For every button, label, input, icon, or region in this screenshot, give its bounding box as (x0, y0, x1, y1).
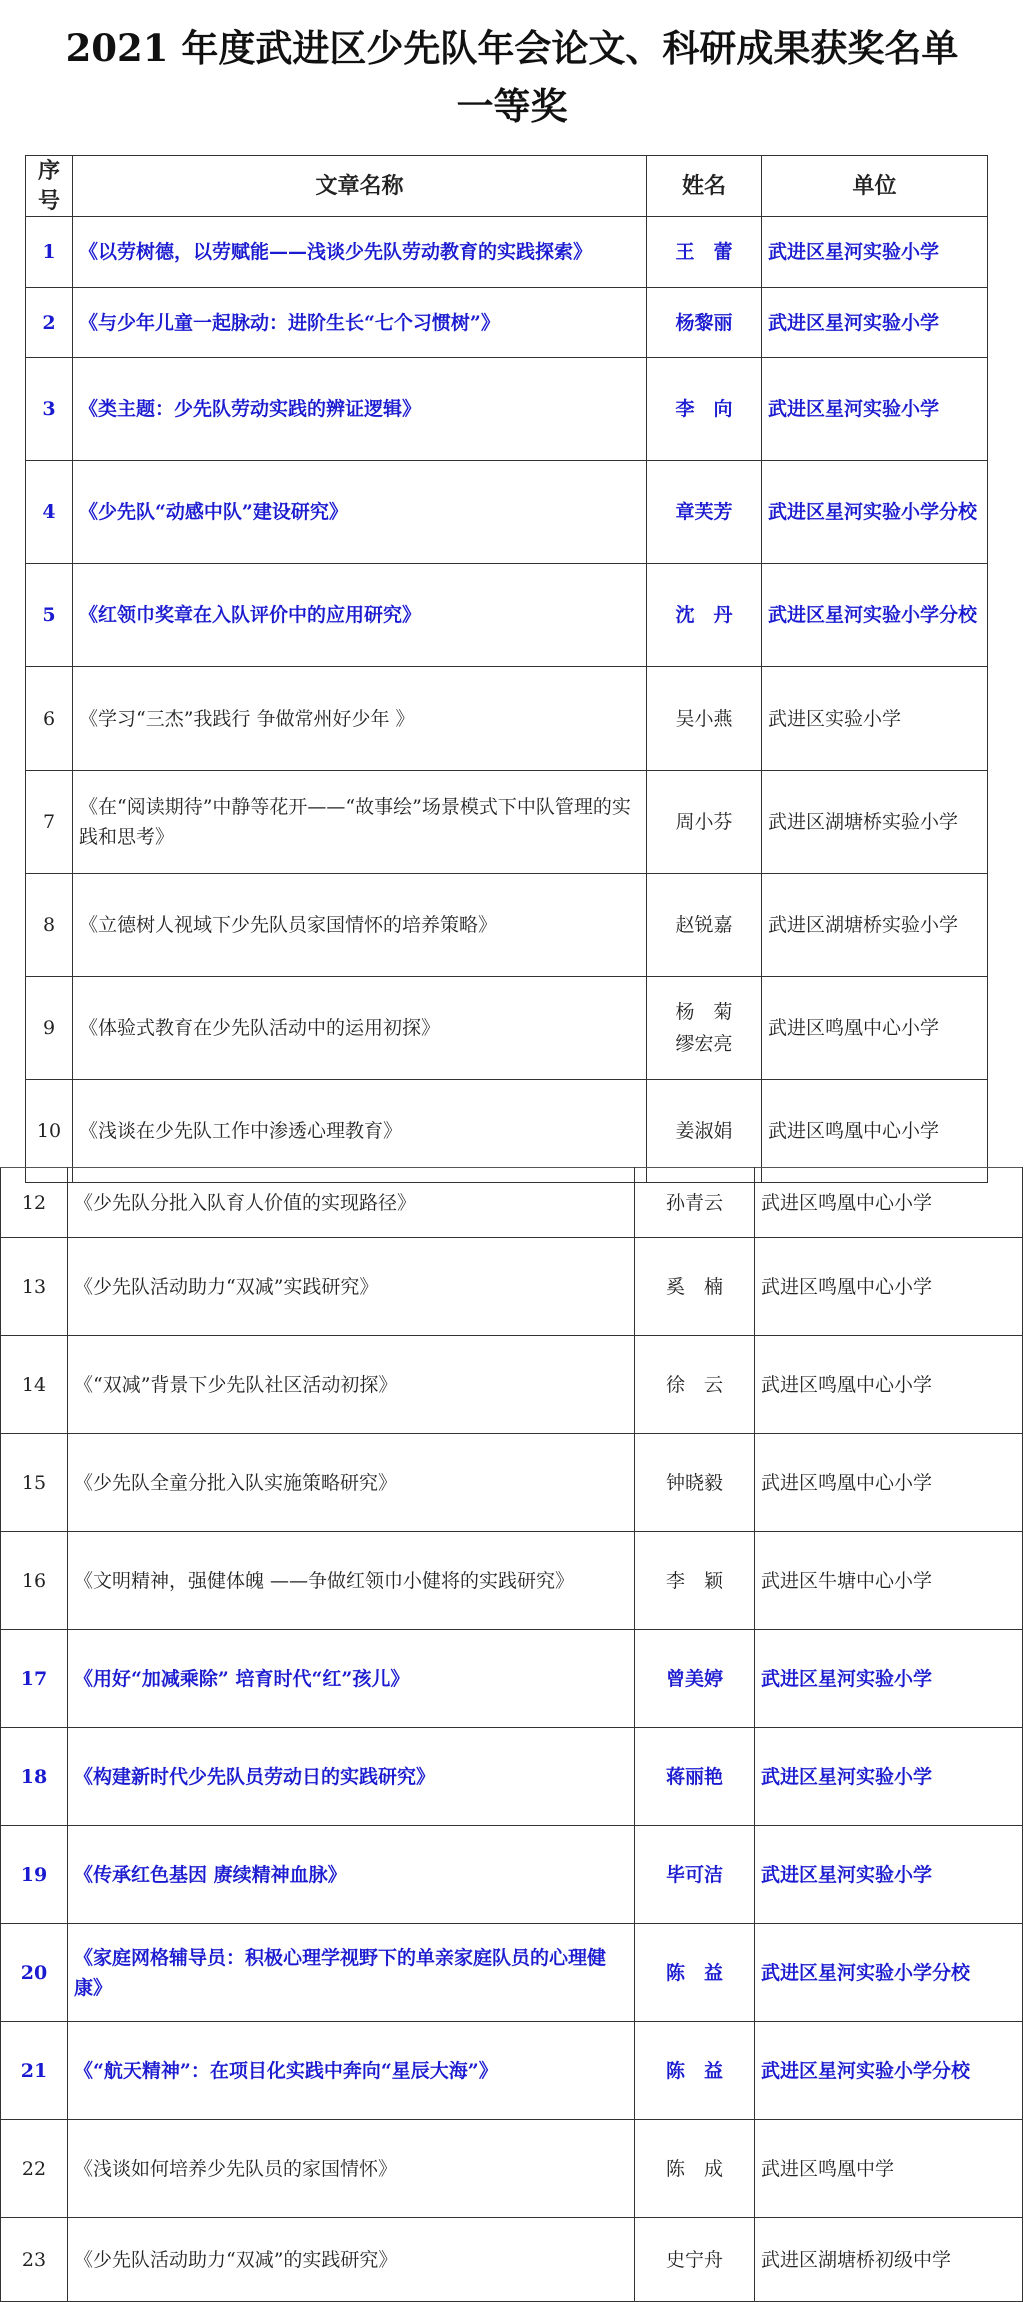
author-names (647, 977, 762, 1080)
row-number: 19 (1, 1826, 68, 1924)
table-row (1, 1336, 1023, 1434)
author-name: 周小芬 (675, 811, 733, 833)
article-title: 《少先队分批入队育人价值的实现路径》 (68, 1168, 635, 1238)
article-title: 《少先队活动助力“双减”实践研究》 (68, 1238, 635, 1336)
table-row (1, 1532, 1023, 1630)
header-article: 文章名称 (73, 156, 647, 217)
table-row (26, 564, 988, 667)
author-name: 李 向 (675, 398, 733, 420)
article-title: 《少先队全童分批入队实施策略研究》 (68, 1434, 635, 1532)
author-names (635, 1336, 755, 1434)
author-names (635, 1238, 755, 1336)
header-name: 姓名 (647, 156, 762, 217)
author-name: 毕可洁 (665, 1863, 723, 1886)
author-name: 杨黎丽 (675, 311, 733, 334)
author-name: 李 颖 (665, 1569, 723, 1592)
school-unit: 武进区星河实验小学 (762, 288, 988, 358)
table-row (26, 461, 988, 564)
author-name: 徐 云 (665, 1373, 723, 1396)
school-unit: 武进区星河实验小学 (755, 1630, 1023, 1728)
row-number: 1 (26, 217, 73, 288)
row-number: 3 (26, 358, 73, 461)
row-number: 20 (1, 1924, 68, 2022)
school-unit: 武进区星河实验小学 (755, 1728, 1023, 1826)
author-name: 奚 楠 (665, 1275, 723, 1298)
page-title: 2021 年度武进区少先队年会论文、科研成果获奖名单 (65, 26, 959, 70)
row-number: 23 (1, 2218, 68, 2302)
row-number: 18 (1, 1728, 68, 1826)
row-number: 12 (1, 1168, 68, 1238)
table-row (1, 1168, 1023, 1238)
article-title: 《少先队“动感中队”建设研究》 (73, 461, 647, 564)
table-row (1, 1238, 1023, 1336)
author-names (635, 1826, 755, 1924)
article-title: 《学习“三杰”我践行 争做常州好少年 》 (73, 667, 647, 771)
article-title: 《“双减”背景下少先队社区活动初探》 (68, 1336, 635, 1434)
article-title: 《“航天精神”：在项目化实践中奔向“星辰大海”》 (68, 2022, 635, 2120)
header-no: 序号 (26, 156, 73, 217)
author-name: 蒋丽艳 (665, 1765, 723, 1788)
article-title: 《传承红色基因 赓续精神血脉》 (68, 1826, 635, 1924)
school-unit: 武进区鸣凰中心小学 (755, 1238, 1023, 1336)
author-names (647, 667, 762, 771)
article-title: 《在“阅读期待”中静等花开——“故事绘”场景模式下中队管理的实践和思考》 (73, 771, 647, 874)
row-number: 21 (1, 2022, 68, 2120)
author-name: 姜淑娟 (675, 1120, 733, 1142)
author-name: 杨 菊 (675, 1001, 733, 1023)
school-unit: 武进区星河实验小学 (755, 1826, 1023, 1924)
row-number: 5 (26, 564, 73, 667)
author-names (635, 1168, 755, 1238)
table-row (26, 217, 988, 288)
author-names (647, 874, 762, 977)
school-unit: 武进区牛塘中心小学 (755, 1532, 1023, 1630)
author-name: 赵锐嘉 (675, 914, 733, 936)
table-row (26, 874, 988, 977)
author-name: 陈 益 (665, 2059, 723, 2082)
school-unit: 武进区湖塘桥实验小学 (762, 874, 988, 977)
award-table-part-2 (0, 1167, 1023, 2302)
row-number: 4 (26, 461, 73, 564)
article-title: 《构建新时代少先队员劳动日的实践研究》 (68, 1728, 635, 1826)
table-row (26, 358, 988, 461)
table-row (26, 667, 988, 771)
row-number: 7 (26, 771, 73, 874)
row-number: 14 (1, 1336, 68, 1434)
row-number: 15 (1, 1434, 68, 1532)
article-title: 《立德树人视域下少先队员家国情怀的培养策略》 (73, 874, 647, 977)
author-names (635, 2120, 755, 2218)
table-row (1, 1728, 1023, 1826)
author-names (647, 461, 762, 564)
author-names (647, 564, 762, 667)
row-number: 13 (1, 1238, 68, 1336)
author-name: 吴小燕 (675, 707, 733, 730)
author-names (647, 771, 762, 874)
table-row (1, 1434, 1023, 1532)
row-number: 6 (26, 667, 73, 771)
article-title: 《用好“加减乘除” 培育时代“红”孩儿》 (68, 1630, 635, 1728)
author-names (635, 1924, 755, 2022)
row-number: 8 (26, 874, 73, 977)
school-unit: 武进区星河实验小学分校 (762, 461, 988, 564)
author-name: 缪宏亮 (675, 1033, 733, 1055)
article-title: 《家庭网格辅导员：积极心理学视野下的单亲家庭队员的心理健康》 (68, 1924, 635, 2022)
author-name: 陈 益 (665, 1961, 723, 1984)
award-level-heading: 一等奖 (456, 84, 568, 128)
table-row (1, 2120, 1023, 2218)
table-row (1, 1826, 1023, 1924)
article-title: 《文明精神，强健体魄 ——争做红领巾小健将的实践研究》 (68, 1532, 635, 1630)
table-row (26, 771, 988, 874)
table-row (1, 2022, 1023, 2120)
author-name: 曾美婷 (665, 1667, 723, 1690)
school-unit: 武进区星河实验小学 (762, 358, 988, 461)
school-unit: 武进区鸣凰中学 (755, 2120, 1023, 2218)
author-name: 史宁舟 (665, 2248, 723, 2271)
school-unit: 武进区湖塘桥初级中学 (755, 2218, 1023, 2302)
table-row (26, 288, 988, 358)
author-name: 沈 丹 (675, 604, 733, 626)
article-title: 《与少年儿童一起脉动：进阶生长“七个习惯树”》 (73, 288, 647, 358)
school-unit: 武进区实验小学 (762, 667, 988, 771)
author-name: 孙青云 (665, 1191, 723, 1214)
article-title: 《类主题：少先队劳动实践的辨证逻辑》 (73, 358, 647, 461)
award-table-part-1 (25, 155, 988, 1183)
table-row (1, 1924, 1023, 2022)
article-title: 《以劳树德，以劳赋能——浅谈少先队劳动教育的实践探索》 (73, 217, 647, 288)
author-names (635, 1728, 755, 1826)
school-unit: 武进区星河实验小学分校 (762, 564, 988, 667)
row-number: 22 (1, 2120, 68, 2218)
author-name: 王 蕾 (675, 241, 733, 263)
author-names (647, 217, 762, 288)
article-title: 《浅谈在少先队工作中渗透心理教育》 (73, 1080, 647, 1183)
table-row (26, 977, 988, 1080)
author-names (635, 1532, 755, 1630)
school-unit: 武进区鸣凰中心小学 (762, 977, 988, 1080)
row-number: 16 (1, 1532, 68, 1630)
author-names (635, 2022, 755, 2120)
school-unit: 武进区鸣凰中心小学 (762, 1080, 988, 1183)
school-unit: 武进区湖塘桥实验小学 (762, 771, 988, 874)
author-names (635, 1630, 755, 1728)
table-header-row (26, 156, 988, 217)
article-title: 《浅谈如何培养少先队员的家国情怀》 (68, 2120, 635, 2218)
author-name: 章芙芳 (675, 501, 733, 523)
article-title: 《体验式教育在少先队活动中的运用初探》 (73, 977, 647, 1080)
author-names (635, 1434, 755, 1532)
table-row (1, 1630, 1023, 1728)
school-unit: 武进区星河实验小学分校 (755, 1924, 1023, 2022)
school-unit: 武进区星河实验小学分校 (755, 2022, 1023, 2120)
row-number: 9 (26, 977, 73, 1080)
school-unit: 武进区鸣凰中心小学 (755, 1434, 1023, 1532)
author-names (647, 358, 762, 461)
school-unit: 武进区鸣凰中心小学 (755, 1336, 1023, 1434)
school-unit: 武进区鸣凰中心小学 (755, 1168, 1023, 1238)
author-name: 钟晓毅 (665, 1471, 723, 1494)
row-number: 2 (26, 288, 73, 358)
row-number: 10 (26, 1080, 73, 1183)
article-title: 《少先队活动助力“双减”的实践研究》 (68, 2218, 635, 2302)
header-unit: 单位 (762, 156, 988, 217)
article-title: 《红领巾奖章在入队评价中的应用研究》 (73, 564, 647, 667)
author-name: 陈 成 (665, 2157, 723, 2180)
row-number: 17 (1, 1630, 68, 1728)
school-unit: 武进区星河实验小学 (762, 217, 988, 288)
author-names (647, 288, 762, 358)
